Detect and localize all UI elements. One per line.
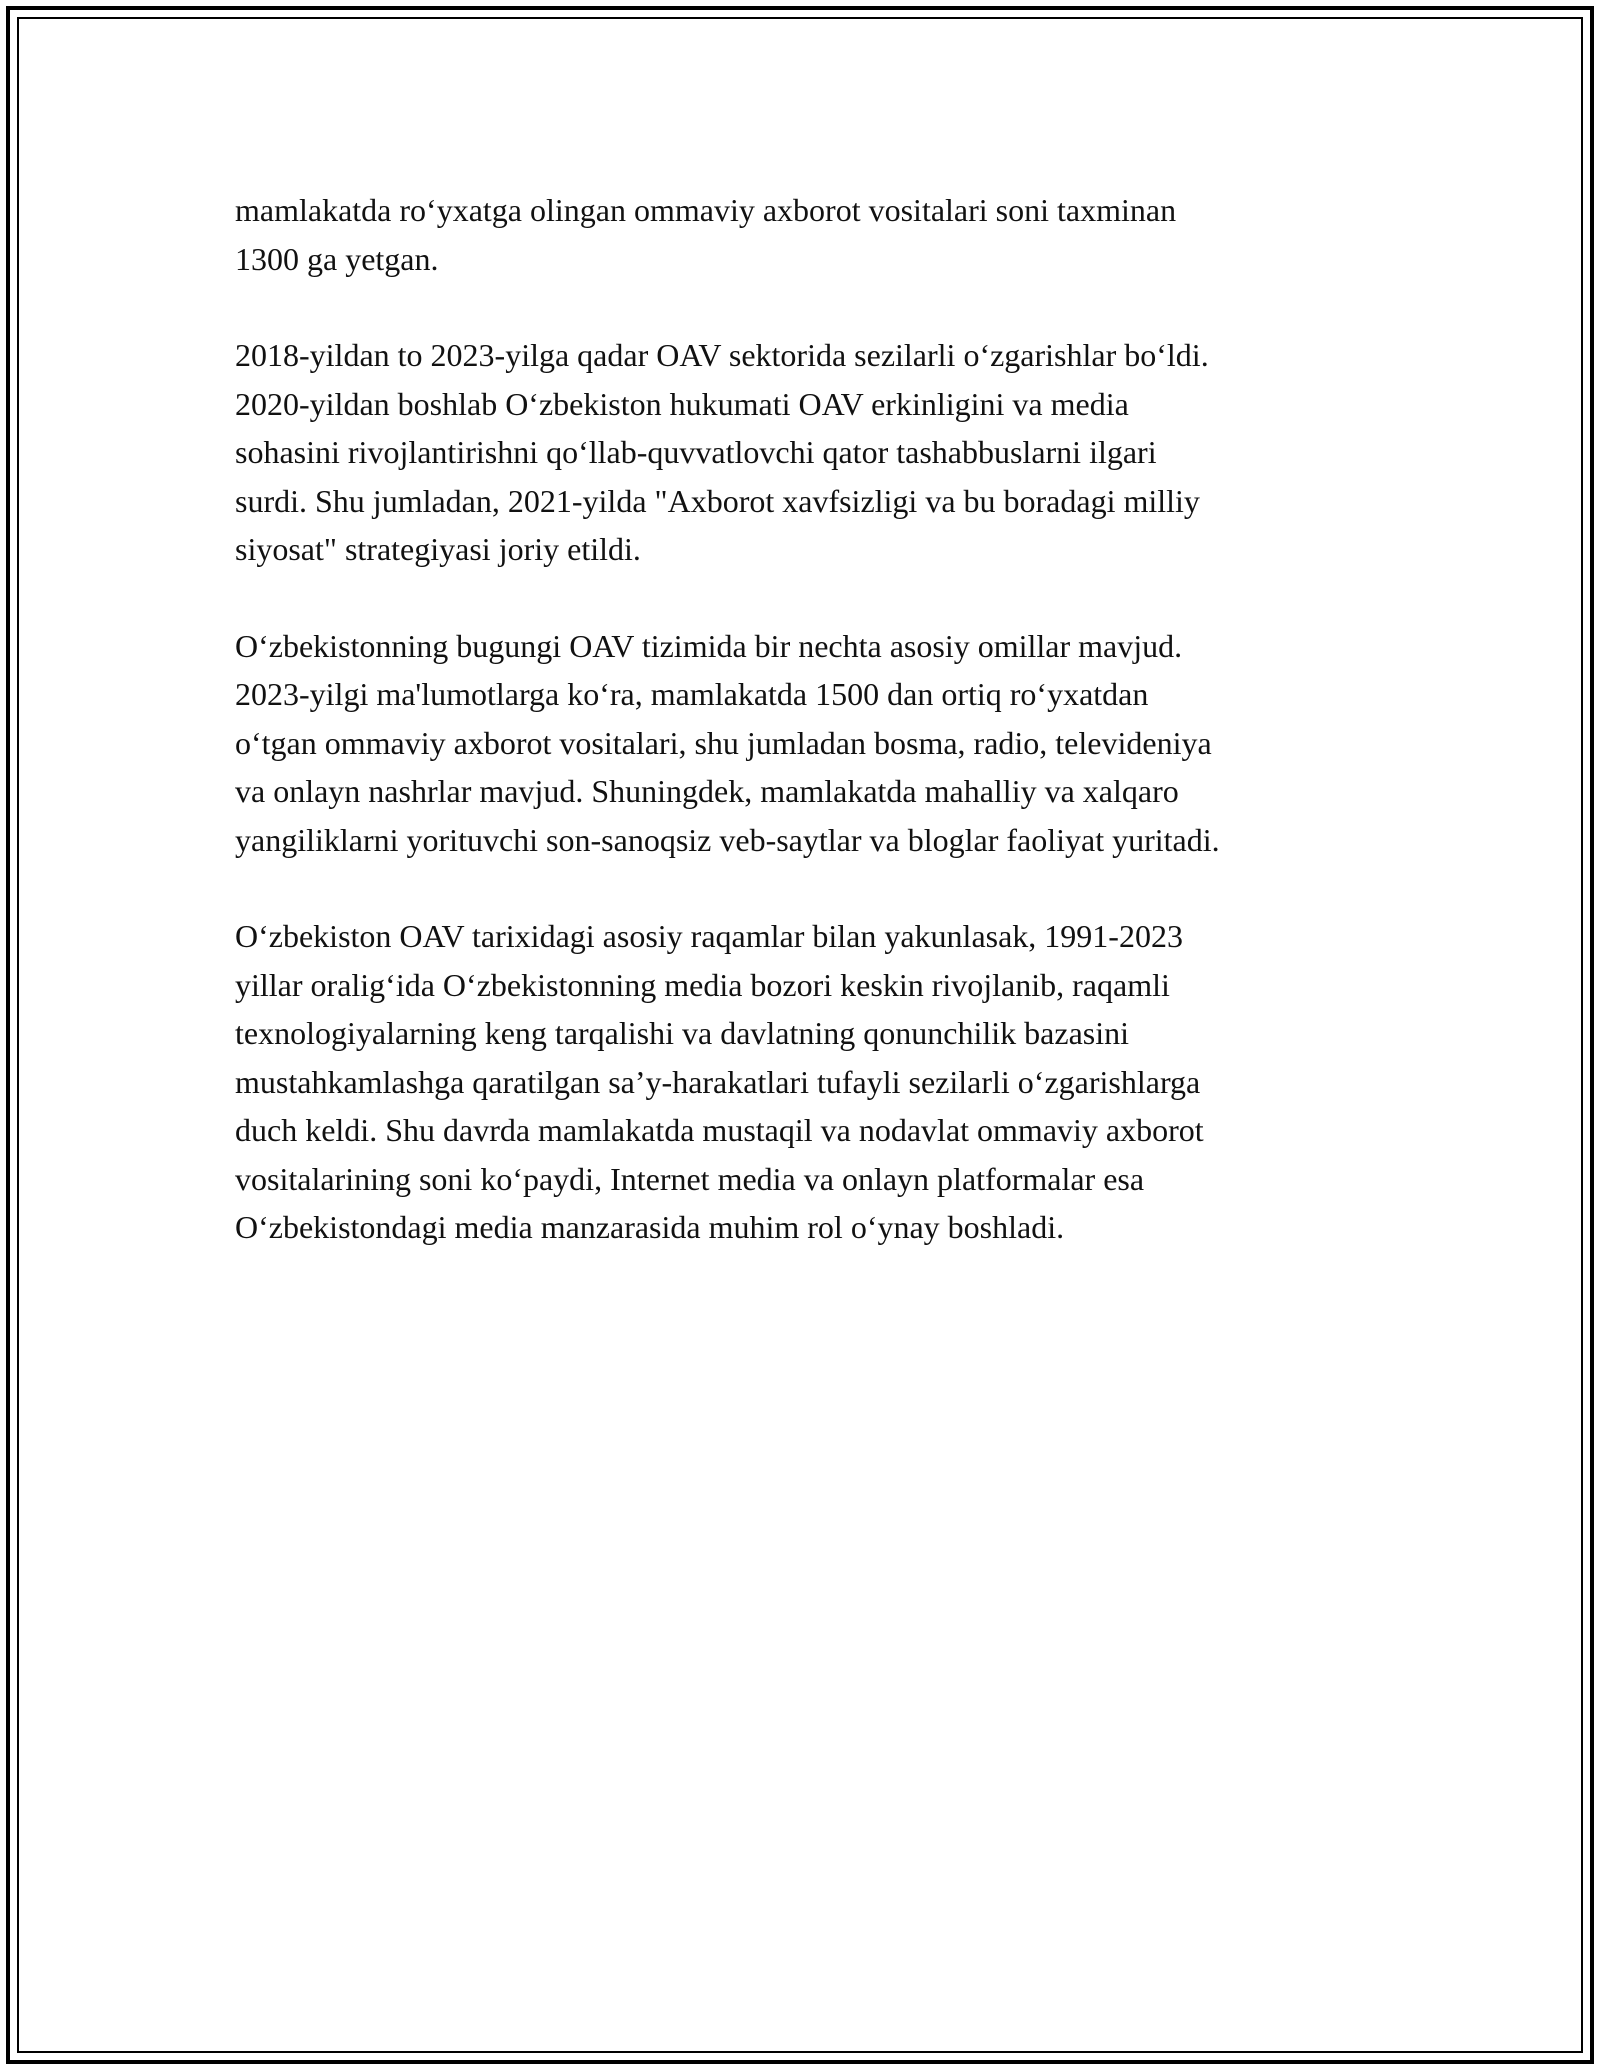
text-line: vositalarining soni koʻpaydi, Internet media va onlayn platformalar esa [235, 1160, 1145, 1197]
text-line: 2018-yildan to 2023-yilga qadar OAV sektorida sezilarli oʻzgarishlar boʻldi. [235, 337, 1209, 373]
document-body [235, 186, 1375, 1300]
text-line: Oʻzbekistonning bugungi OAV tizimida bir nechta asosiy omillar mavjud. [235, 627, 1183, 664]
text-line: 1300 ga yetgan. [235, 240, 439, 277]
paragraph-2 [235, 331, 1375, 574]
text-line: duch keldi. Shu davrda mamlakatda mustaqil va nodavlat ommaviy axborot [235, 1112, 1204, 1148]
text-line: siyosat" strategiyasi joriy etildi. [235, 531, 641, 567]
text-line: va onlayn nashrlar mavjud. Shuningdek, mamlakatda mahalliy va xalqaro [235, 773, 1179, 809]
paragraph-3 [235, 622, 1375, 865]
paragraph-1 [235, 186, 1375, 283]
text-line: yangiliklarni yorituvchi son-sanoqsiz veb-saytlar va bloglar faoliyat yuritadi. [235, 821, 1220, 858]
text-line: Oʻzbekiston OAV tarixidagi asosiy raqamlar bilan yakunlasak, 1991-2023 [235, 918, 1183, 954]
text-line: mustahkamlashga qaratilgan saʼy-harakatlari tufayli sezilarli oʻzgarishlarga [235, 1063, 1201, 1100]
text-line: yillar oraligʻida Oʻzbekistonning media bozori keskin rivojlanib, raqamli [235, 966, 1170, 1003]
text-line: 2020-yildan boshlab Oʻzbekiston hukumati OAV erkinligini va media [235, 385, 1129, 422]
text-line: mamlakatda roʻyxatga olingan ommaviy axborot vositalari soni taxminan [235, 192, 1177, 228]
text-line: sohasini rivojlantirishni qoʻllab-quvvatlovchi qator tashabbuslarni ilgari [235, 434, 1157, 470]
text-line: oʻtgan ommaviy axborot vositalari, shu jumladan bosma, radio, televideniya [235, 724, 1212, 761]
text-line: texnologiyalarning keng tarqalishi va davlatning qonunchilik bazasini [235, 1015, 1129, 1051]
text-line: Oʻzbekistondagi media manzarasida muhim rol oʻynay boshladi. [235, 1209, 1065, 1245]
text-line: 2023-yilgi ma'lumotlarga koʻra, mamlakatda 1500 dan ortiq roʻyxatdan [235, 676, 1149, 712]
text-line: surdi. Shu jumladan, 2021-yilda "Axborot xavfsizligi va bu boradagi milliy [235, 482, 1200, 519]
paragraph-4 [235, 912, 1375, 1252]
